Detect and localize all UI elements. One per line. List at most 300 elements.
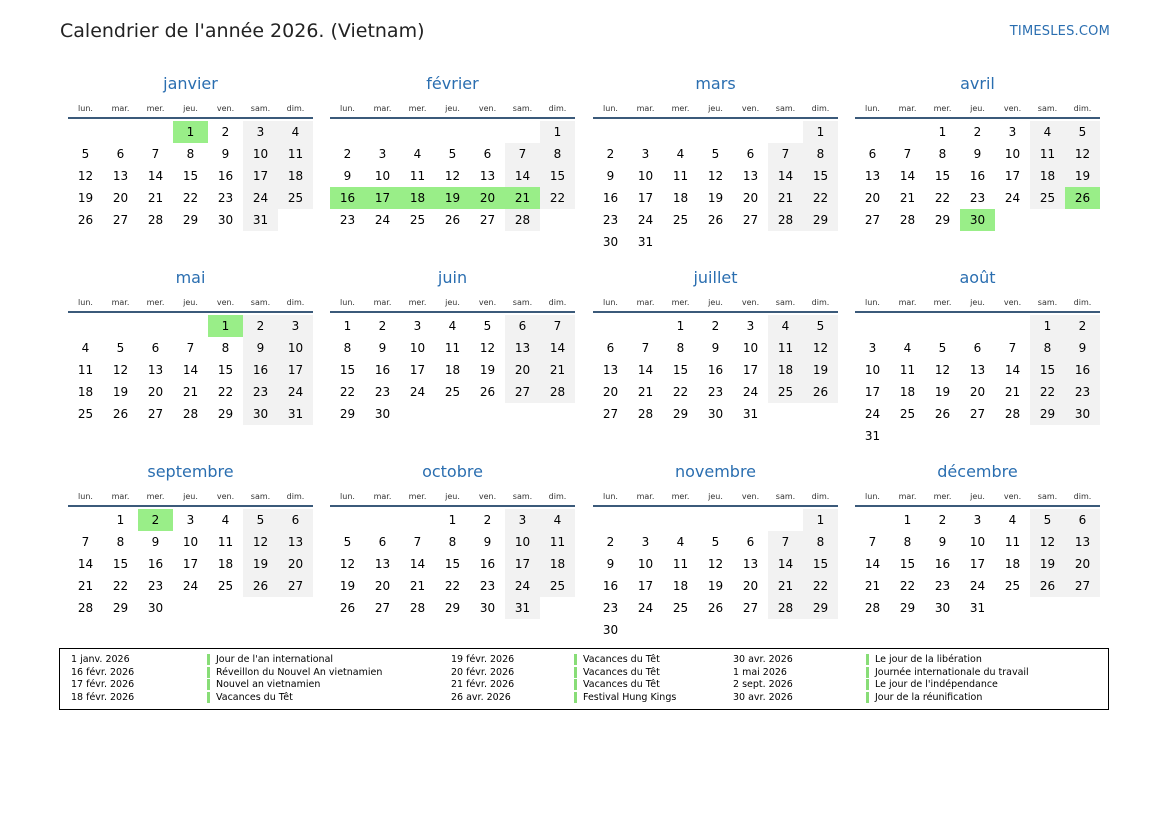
day-cell: 11: [444, 341, 461, 355]
weekday-label: jeu.: [445, 298, 460, 307]
month-5: [68, 268, 313, 458]
day-cell: 27: [602, 407, 619, 421]
month-name: février: [426, 74, 479, 93]
day-cell: 26: [479, 385, 496, 399]
day-cell: 28: [505, 209, 540, 231]
weekday-label: jeu.: [708, 492, 723, 501]
weekday-label: lun.: [603, 104, 618, 113]
weekday-label: jeu.: [445, 492, 460, 501]
day-cell: 11: [409, 169, 426, 183]
day-cell: 8: [186, 147, 195, 161]
header-rule: [330, 311, 575, 313]
day-cell: 19: [479, 363, 496, 377]
day-cell: 7: [641, 341, 650, 355]
legend-date: 30 avr. 2026: [733, 691, 793, 703]
day-cell: 9: [378, 341, 387, 355]
day-cell: 11: [1030, 143, 1065, 165]
weekday-label: mer.: [933, 298, 952, 307]
day-cell: 21: [77, 579, 94, 593]
day-cell: 1: [903, 513, 912, 527]
weekday-label: mar.: [373, 298, 392, 307]
weekday-label: lun.: [340, 492, 355, 501]
day-cell: 19: [1030, 553, 1065, 575]
weekday-label: mer.: [146, 298, 165, 307]
day-cell: 24: [243, 187, 278, 209]
day-cell: 16: [243, 359, 278, 381]
day-cell: 12: [803, 337, 838, 359]
day-cell: 25: [540, 575, 575, 597]
header-rule: [68, 117, 313, 119]
day-cell: 28: [409, 601, 426, 615]
day-cell: 9: [606, 557, 615, 571]
holiday-day-cell: 18: [400, 187, 435, 209]
day-cell: 14: [899, 169, 916, 183]
month-name: août: [959, 268, 996, 287]
day-cell: 27: [479, 213, 496, 227]
day-cell: 9: [1065, 337, 1100, 359]
day-cell: 22: [339, 385, 356, 399]
weekday-label: ven.: [741, 492, 760, 501]
weekday-label: ven.: [478, 492, 497, 501]
month-name: mars: [695, 74, 736, 93]
legend-holiday-name: Jour de la réunification: [866, 692, 982, 703]
day-cell: 7: [768, 143, 803, 165]
legend-holiday-name: Nouvel an vietnamien: [207, 679, 320, 690]
day-cell: 26: [803, 381, 838, 403]
day-cell: 5: [711, 535, 720, 549]
holiday-day-cell: 30: [960, 209, 995, 231]
day-cell: 14: [637, 363, 654, 377]
weekday-label: lun.: [78, 492, 93, 501]
weekday-label: sam.: [775, 492, 796, 501]
day-cell: 13: [112, 169, 129, 183]
day-cell: 9: [151, 535, 160, 549]
day-cell: 6: [868, 147, 877, 161]
weekday-label: jeu.: [708, 104, 723, 113]
day-cell: 18: [672, 191, 689, 205]
day-cell: 1: [116, 513, 125, 527]
day-cell: 9: [221, 147, 230, 161]
day-cell: 12: [934, 363, 951, 377]
day-cell: 17: [278, 359, 313, 381]
day-cell: 3: [186, 513, 195, 527]
day-cell: 29: [934, 213, 951, 227]
day-cell: 27: [505, 381, 540, 403]
month-name: mai: [175, 268, 206, 287]
day-cell: 14: [864, 557, 881, 571]
weekday-label: mar.: [111, 298, 130, 307]
day-cell: 2: [1065, 315, 1100, 337]
day-cell: 28: [768, 597, 803, 619]
weekday-label: jeu.: [708, 298, 723, 307]
day-cell: 30: [602, 235, 619, 249]
weekday-label: sam.: [512, 298, 533, 307]
weekday-label: sam.: [250, 492, 271, 501]
day-cell: 4: [540, 509, 575, 531]
weekday-label: mar.: [898, 104, 917, 113]
day-cell: 17: [637, 579, 654, 593]
day-cell: 1: [938, 125, 947, 139]
day-cell: 18: [77, 385, 94, 399]
day-cell: 12: [479, 341, 496, 355]
day-cell: 22: [112, 579, 129, 593]
day-cell: 30: [707, 407, 724, 421]
month-10: [330, 462, 575, 652]
day-cell: 21: [899, 191, 916, 205]
day-cell: 31: [243, 209, 278, 231]
day-cell: 3: [641, 535, 650, 549]
day-cell: 13: [864, 169, 881, 183]
day-cell: 17: [969, 557, 986, 571]
legend-holiday-name: Réveillon du Nouvel An vietnamien: [207, 667, 382, 678]
day-cell: 11: [672, 169, 689, 183]
day-cell: 27: [374, 601, 391, 615]
day-cell: 22: [803, 187, 838, 209]
weekday-label: dim.: [1073, 298, 1092, 307]
day-cell: 22: [934, 191, 951, 205]
day-cell: 7: [151, 147, 160, 161]
month-11: [593, 462, 838, 652]
day-cell: 10: [505, 531, 540, 553]
day-cell: 26: [112, 407, 129, 421]
header-rule: [593, 311, 838, 313]
day-cell: 8: [221, 341, 230, 355]
day-cell: 22: [217, 385, 234, 399]
day-cell: 12: [77, 169, 94, 183]
day-cell: 12: [1065, 143, 1100, 165]
holiday-day-cell: 2: [138, 509, 173, 531]
weekday-label: sam.: [1037, 492, 1058, 501]
day-cell: 4: [676, 147, 685, 161]
header-rule: [855, 117, 1100, 119]
day-cell: 14: [768, 165, 803, 187]
day-cell: 9: [973, 147, 982, 161]
weekday-label: ven.: [741, 104, 760, 113]
weekday-label: dim.: [286, 492, 305, 501]
weekday-label: ven.: [216, 104, 235, 113]
weekday-label: ven.: [216, 298, 235, 307]
day-cell: 4: [676, 535, 685, 549]
day-cell: 24: [278, 381, 313, 403]
weekday-label: dim.: [286, 104, 305, 113]
day-cell: 23: [707, 385, 724, 399]
day-cell: 30: [934, 601, 951, 615]
day-cell: 29: [803, 209, 838, 231]
day-cell: 9: [606, 169, 615, 183]
legend-date: 30 avr. 2026: [733, 654, 793, 665]
month-6: [330, 268, 575, 458]
header-rule: [330, 117, 575, 119]
month-8: [855, 268, 1100, 458]
month-7: [593, 268, 838, 458]
day-cell: 19: [77, 191, 94, 205]
day-cell: 29: [672, 407, 689, 421]
day-cell: 18: [899, 385, 916, 399]
day-cell: 4: [278, 121, 313, 143]
header-rule: [593, 505, 838, 507]
day-cell: 20: [864, 191, 881, 205]
day-cell: 28: [147, 213, 164, 227]
day-cell: 16: [374, 363, 391, 377]
day-cell: 9: [343, 169, 352, 183]
day-cell: 28: [637, 407, 654, 421]
day-cell: 25: [672, 601, 689, 615]
holiday-legend: [59, 648, 1109, 710]
day-cell: 7: [868, 535, 877, 549]
month-name: octobre: [422, 462, 483, 481]
day-cell: 8: [803, 531, 838, 553]
day-cell: 24: [374, 213, 391, 227]
day-cell: 3: [378, 147, 387, 161]
day-cell: 6: [378, 535, 387, 549]
day-cell: 21: [540, 359, 575, 381]
day-cell: 15: [182, 169, 199, 183]
day-cell: 24: [742, 385, 759, 399]
day-cell: 23: [147, 579, 164, 593]
day-cell: 31: [505, 597, 540, 619]
day-cell: 16: [479, 557, 496, 571]
day-cell: 16: [934, 557, 951, 571]
day-cell: 6: [278, 509, 313, 531]
day-cell: 10: [409, 341, 426, 355]
day-cell: 10: [742, 341, 759, 355]
day-cell: 30: [147, 601, 164, 615]
day-cell: 1: [343, 319, 352, 333]
day-cell: 20: [742, 191, 759, 205]
day-cell: 3: [413, 319, 422, 333]
legend-holiday-name: Vacances du Têt: [574, 654, 660, 665]
weekday-label: dim.: [1073, 104, 1092, 113]
day-cell: 7: [505, 143, 540, 165]
weekday-label: sam.: [512, 104, 533, 113]
weekday-label: ven.: [216, 492, 235, 501]
weekday-label: dim.: [548, 104, 567, 113]
day-cell: 13: [505, 337, 540, 359]
day-cell: 9: [938, 535, 947, 549]
weekday-label: lun.: [865, 104, 880, 113]
day-cell: 15: [803, 165, 838, 187]
day-cell: 25: [1030, 187, 1065, 209]
day-cell: 19: [339, 579, 356, 593]
day-cell: 8: [903, 535, 912, 549]
day-cell: 2: [243, 315, 278, 337]
day-cell: 31: [969, 601, 986, 615]
day-cell: 17: [1004, 169, 1021, 183]
day-cell: 15: [540, 165, 575, 187]
day-cell: 13: [742, 169, 759, 183]
holiday-day-cell: 1: [173, 121, 208, 143]
day-cell: 11: [899, 363, 916, 377]
day-cell: 27: [1065, 575, 1100, 597]
day-cell: 21: [1004, 385, 1021, 399]
weekday-label: sam.: [775, 104, 796, 113]
day-cell: 16: [969, 169, 986, 183]
day-cell: 5: [81, 147, 90, 161]
month-name: septembre: [147, 462, 234, 481]
weekday-label: mar.: [111, 104, 130, 113]
day-cell: 31: [278, 403, 313, 425]
day-cell: 6: [483, 147, 492, 161]
day-cell: 5: [448, 147, 457, 161]
weekday-label: mar.: [636, 104, 655, 113]
day-cell: 4: [1030, 121, 1065, 143]
day-cell: 3: [641, 147, 650, 161]
weekday-label: jeu.: [970, 104, 985, 113]
day-cell: 12: [243, 531, 278, 553]
day-cell: 3: [1008, 125, 1017, 139]
weekday-label: lun.: [78, 298, 93, 307]
day-cell: 12: [707, 557, 724, 571]
day-cell: 27: [742, 601, 759, 615]
day-cell: 2: [483, 513, 492, 527]
day-cell: 29: [899, 601, 916, 615]
day-cell: 26: [934, 407, 951, 421]
day-cell: 2: [938, 513, 947, 527]
day-cell: 4: [1008, 513, 1017, 527]
weekday-label: mer.: [933, 492, 952, 501]
day-cell: 1: [448, 513, 457, 527]
day-cell: 2: [973, 125, 982, 139]
day-cell: 29: [803, 597, 838, 619]
day-cell: 15: [803, 553, 838, 575]
month-12: [855, 462, 1100, 652]
weekday-label: mar.: [636, 492, 655, 501]
day-cell: 25: [1004, 579, 1021, 593]
day-cell: 26: [444, 213, 461, 227]
day-cell: 23: [339, 213, 356, 227]
weekday-label: mer.: [408, 298, 427, 307]
day-cell: 1: [1030, 315, 1065, 337]
day-cell: 25: [77, 407, 94, 421]
header-rule: [330, 505, 575, 507]
weekday-label: mer.: [146, 104, 165, 113]
day-cell: 5: [243, 509, 278, 531]
holiday-day-cell: 16: [330, 187, 365, 209]
day-cell: 13: [278, 531, 313, 553]
weekday-label: dim.: [1073, 492, 1092, 501]
day-cell: 20: [969, 385, 986, 399]
day-cell: 10: [637, 169, 654, 183]
legend-date: 1 janv. 2026: [71, 654, 130, 665]
legend-holiday-name: Festival Hung Kings: [574, 692, 676, 703]
day-cell: 29: [444, 601, 461, 615]
day-cell: 28: [77, 601, 94, 615]
day-cell: 15: [112, 557, 129, 571]
legend-date: 19 févr. 2026: [451, 654, 515, 665]
day-cell: 25: [278, 187, 313, 209]
day-cell: 6: [973, 341, 982, 355]
day-cell: 14: [1004, 363, 1021, 377]
day-cell: 28: [899, 213, 916, 227]
day-cell: 17: [505, 553, 540, 575]
brand-link[interactable]: TIMESLES.COM: [1009, 24, 1110, 39]
day-cell: 12: [339, 557, 356, 571]
day-cell: 26: [707, 213, 724, 227]
day-cell: 15: [899, 557, 916, 571]
weekday-label: dim.: [811, 104, 830, 113]
day-cell: 9: [243, 337, 278, 359]
header-rule: [593, 117, 838, 119]
day-cell: 15: [672, 363, 689, 377]
holiday-day-cell: 21: [505, 187, 540, 209]
day-cell: 4: [413, 147, 422, 161]
legend-holiday-name: Le jour de l'indépendance: [866, 679, 998, 690]
day-cell: 11: [672, 557, 689, 571]
day-cell: 22: [1030, 381, 1065, 403]
weekday-label: mer.: [408, 492, 427, 501]
day-cell: 14: [77, 557, 94, 571]
day-cell: 10: [864, 363, 881, 377]
day-cell: 18: [1004, 557, 1021, 571]
weekday-label: sam.: [1037, 104, 1058, 113]
weekday-label: jeu.: [183, 104, 198, 113]
weekday-label: jeu.: [970, 298, 985, 307]
day-cell: 11: [217, 535, 234, 549]
day-cell: 14: [182, 363, 199, 377]
day-cell: 10: [243, 143, 278, 165]
legend-date: 18 févr. 2026: [71, 691, 135, 703]
day-cell: 26: [707, 601, 724, 615]
day-cell: 21: [768, 187, 803, 209]
day-cell: 27: [864, 213, 881, 227]
day-cell: 12: [1030, 531, 1065, 553]
day-cell: 23: [602, 213, 619, 227]
day-cell: 2: [343, 147, 352, 161]
day-cell: 14: [768, 553, 803, 575]
day-cell: 30: [602, 623, 619, 637]
header-rule: [855, 311, 1100, 313]
day-cell: 17: [182, 557, 199, 571]
calendar-grid: [68, 74, 1102, 644]
legend-holiday-name: Journée internationale du travail: [866, 667, 1029, 678]
day-cell: 8: [343, 341, 352, 355]
day-cell: 6: [505, 315, 540, 337]
day-cell: 1: [803, 509, 838, 531]
day-cell: 19: [112, 385, 129, 399]
day-cell: 21: [147, 191, 164, 205]
day-cell: 19: [1065, 165, 1100, 187]
day-cell: 26: [339, 601, 356, 615]
day-cell: 28: [864, 601, 881, 615]
day-cell: 19: [707, 191, 724, 205]
weekday-label: mar.: [898, 492, 917, 501]
month-name: juin: [437, 268, 468, 287]
holiday-day-cell: 26: [1065, 187, 1100, 209]
day-cell: 20: [1065, 553, 1100, 575]
weekday-label: ven.: [1003, 104, 1022, 113]
day-cell: 22: [899, 579, 916, 593]
day-cell: 7: [413, 535, 422, 549]
day-cell: 25: [672, 213, 689, 227]
weekday-label: jeu.: [970, 492, 985, 501]
weekday-label: jeu.: [183, 492, 198, 501]
month-name: juillet: [693, 268, 738, 287]
day-cell: 7: [540, 315, 575, 337]
month-9: [68, 462, 313, 652]
day-cell: 18: [672, 579, 689, 593]
legend-date: 26 avr. 2026: [451, 691, 511, 703]
day-cell: 24: [505, 575, 540, 597]
day-cell: 5: [711, 147, 720, 161]
day-cell: 9: [711, 341, 720, 355]
day-cell: 5: [1030, 509, 1065, 531]
weekday-label: lun.: [340, 298, 355, 307]
day-cell: 24: [969, 579, 986, 593]
holiday-day-cell: 20: [470, 187, 505, 209]
day-cell: 4: [768, 315, 803, 337]
day-cell: 14: [505, 165, 540, 187]
legend-date: 16 févr. 2026: [71, 666, 135, 678]
